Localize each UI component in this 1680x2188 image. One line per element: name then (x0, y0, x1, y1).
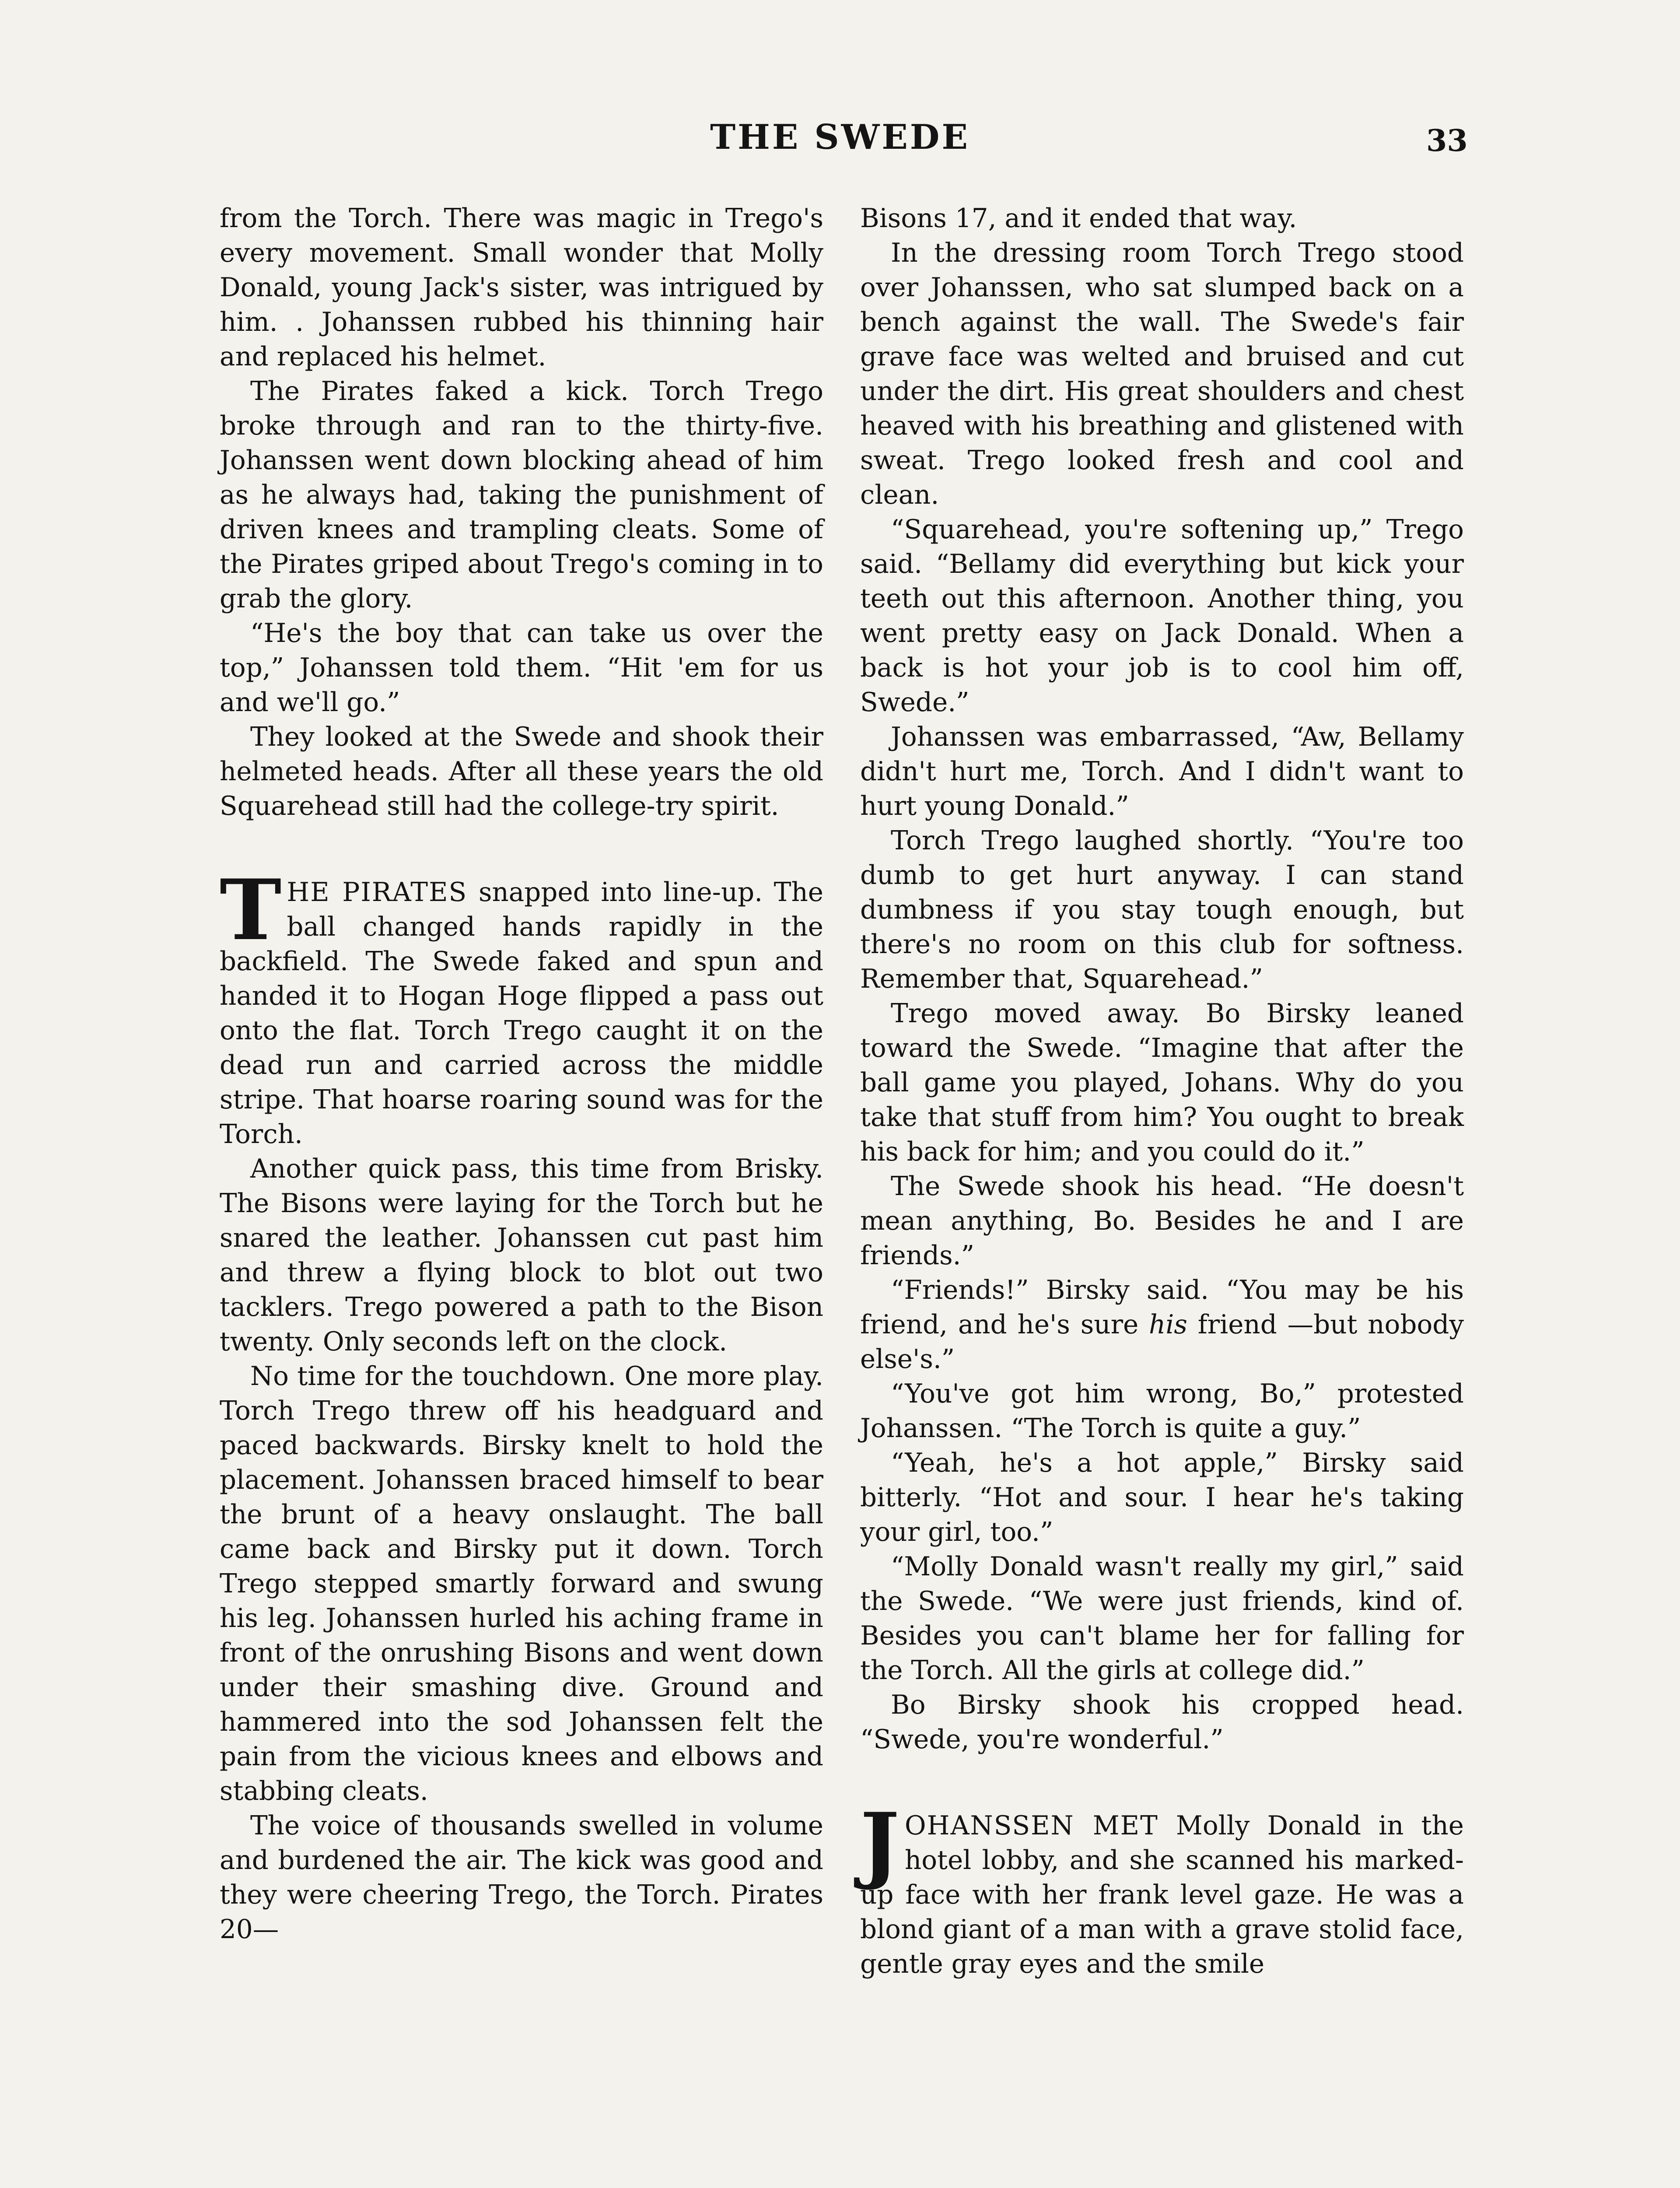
paragraph: Torch Trego laughed shortly. “You're too dumb to get hurt anyway. I can stand dumbness if you stay tough enough, but there's no room on this club for softness. Remember that, Squarehead.” (860, 826, 1464, 994)
paragraph-text: “Friends!” Birsky said. “You may be his friend, and he's sure (860, 1275, 1464, 1340)
paragraph: Johanssen was embarrassed, “Aw, Bellamy didn't hurt me, Torch. And I didn't want to hurt young Donald.” (860, 722, 1464, 821)
section-opening-paragraph (220, 861, 823, 1152)
paragraph: The Pirates faked a kick. Torch Trego broke through and ran to the thirty-five. Johanssen went down blocking ahead of him as he always had, taking the punishment of driven knees and trampling cleats. Some of the Pirates griped about Trego's coming in to grab the glory. (220, 376, 823, 614)
drop-cap-letter: J (860, 1795, 900, 1892)
paragraph: They looked at the Swede and shook their helmeted heads. After all these years the old Squarehead still had the college-try spirit. (220, 722, 823, 821)
paragraph-text: Molly Donald in the hotel lobby, and she scanned his marked-up face with her frank level gaze. He was a blond giant of a man with a grave stolid face, gentle gray eyes and the smile (860, 1811, 1464, 1979)
running-title: THE SWEDE (710, 117, 970, 157)
paragraph (860, 1273, 1464, 1377)
paragraph: “Yeah, he's a hot apple,” Birsky said bitterly. “Hot and sour. I hear he's taking your girl, too.” (860, 1448, 1464, 1547)
drop-cap-letter: T (220, 861, 282, 959)
right-column (860, 201, 1464, 1981)
left-column (220, 201, 823, 1947)
paragraph: Bo Birsky shook his cropped head. “Swede, you're wonderful.” (860, 1690, 1464, 1755)
section-lead-words: HE PIRATES (287, 877, 468, 908)
paragraph: The Swede shook his head. “He doesn't mean anything, Bo. Besides he and I are friends.” (860, 1171, 1464, 1271)
paragraph-text: snapped into line-up. The ball changed hands rapidly in the backfield. The Swede faked and spun and handed it to Hogan Hoge flipped a pass out onto the flat. Torch Trego caught it on the dead run and carried across the middle stripe. That hoarse roaring sound was for the Torch. (220, 877, 823, 1150)
paragraph-text: friend —but nobody else's.” (860, 1310, 1464, 1375)
paragraph: Another quick pass, this time from Brisky. The Bisons were laying for the Torch but he snared the leather. Johanssen cut past him and threw a flying block to blot out two tacklers. Trego powered a path to the Bison twenty. Only seconds left on the clock. (220, 1154, 823, 1357)
paragraph: “He's the boy that can take us over the top,” Johanssen told them. “Hit 'em for us and we'll go.” (220, 618, 823, 718)
paragraph: The voice of thousands swelled in volume and burdened the air. The kick was good and they were cheering Trego, the Torch. Pirates 20— (220, 1811, 823, 1945)
paragraph: Bisons 17, and it ended that way. (860, 203, 1297, 234)
section-opening-paragraph (860, 1795, 1464, 1981)
paragraph: “Molly Donald wasn't really my girl,” said the Swede. “We were just friends, kind of. Besides you can't blame her for falling for the Torch. All the girls at college did.” (860, 1552, 1464, 1686)
paragraph: Trego moved away. Bo Birsky leaned toward the Swede. “Imagine that after the ball game you played, Johans. Why do you take that stuff from him? You ought to break his back for him; and you could do it.” (860, 999, 1464, 1167)
paragraph: “Squarehead, you're softening up,” Trego said. “Bellamy did everything but kick your teeth out this afternoon. Another thing, you went pretty easy on Jack Donald. When a back is hot your job is to cool him off, Swede.” (860, 515, 1464, 718)
section-lead-words: OHANSSEN MET (904, 1811, 1158, 1841)
page-number: 33 (1426, 123, 1468, 158)
emphasis-text: his (1149, 1310, 1187, 1340)
paragraph: No time for the touchdown. One more play. Torch Trego threw off his headguard and paced backwards. Birsky knelt to hold the placement. Johanssen braced himself to bear the brunt of a heavy onslaught. The ball came back and Birsky put it down. Torch Trego stepped smartly forward and swung his leg. Johanssen hurled his aching frame in front of the onrushing Bisons and went down under their smashing dive. Ground and hammered into the sod Johanssen felt the pain from the vicious knees and elbows and stabbing cleats. (220, 1361, 823, 1806)
paragraph: In the dressing room Torch Trego stood over Johanssen, who sat slumped back on a bench against the wall. The Swede's fair grave face was welted and bruised and cut under the dirt. His great shoulders and chest heaved with his breathing and glistened with sweat. Trego looked fresh and cool and clean. (860, 238, 1464, 510)
paragraph: “You've got him wrong, Bo,” protested Johanssen. “The Torch is quite a guy.” (860, 1379, 1464, 1444)
paragraph: from the Torch. There was magic in Trego's every movement. Small wonder that Molly Donald, young Jack's sister, was intrigued by him. . Johanssen rubbed his thinning hair and replaced his helmet. (220, 203, 823, 372)
